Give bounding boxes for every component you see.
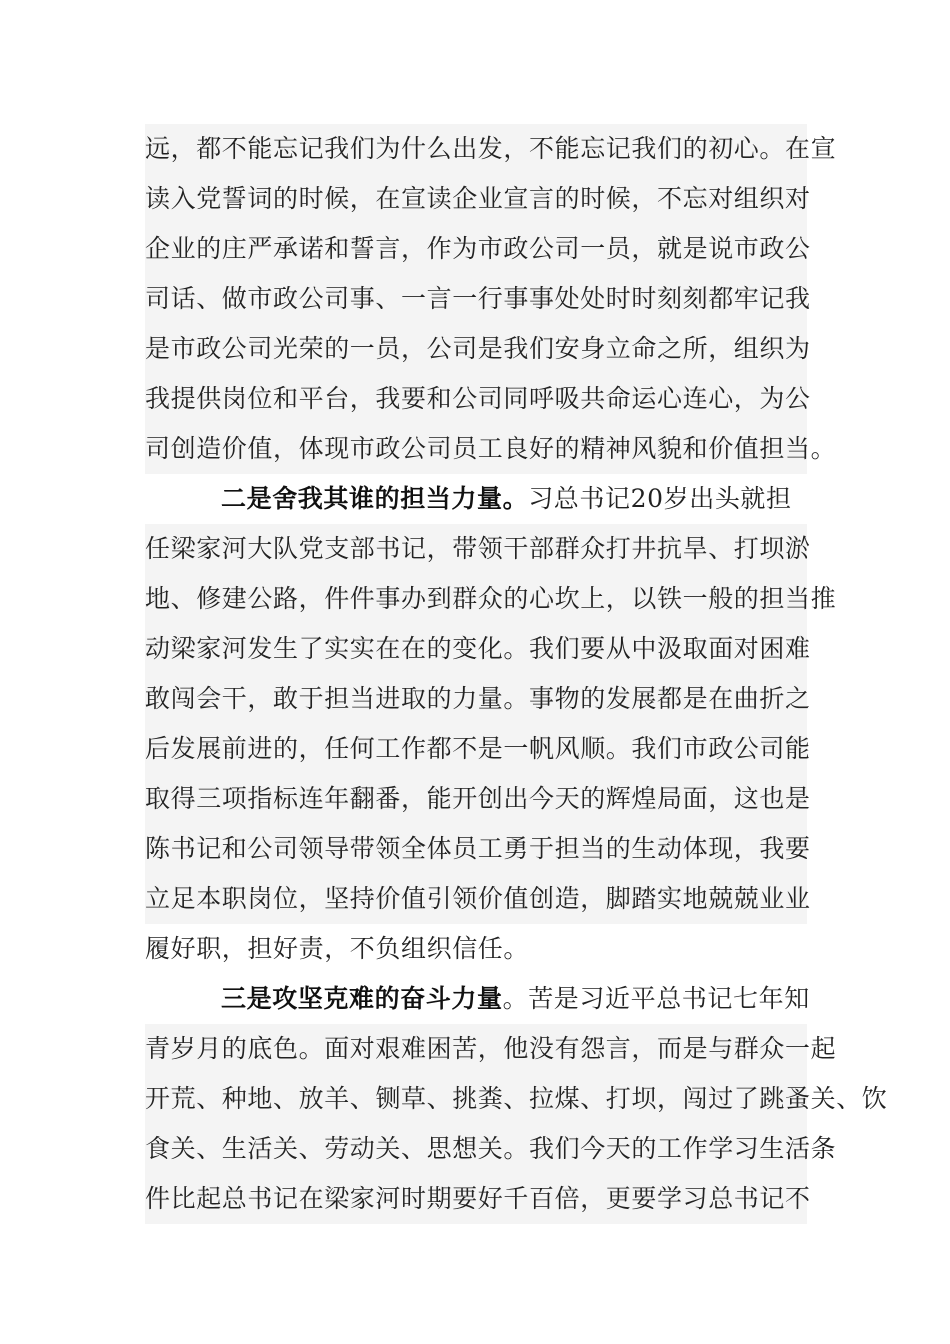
paragraph-line: 司话、做市政公司事、一言一行事事处处时时刻刻都牢记我 — [145, 274, 807, 324]
paragraph-line: 任梁家河大队党支部书记，带领干部群众打井抗旱、打坝淤 — [145, 524, 807, 574]
paragraph-line: 青岁月的底色。面对艰难困苦，他没有怨言，而是与群众一起 — [145, 1024, 807, 1074]
paragraph-line: 是市政公司光荣的一员，公司是我们安身立命之所，组织为 — [145, 324, 807, 374]
paragraph-3 — [145, 974, 888, 1224]
paragraph-line: 件比起总书记在梁家河时期要好千百倍，更要学习总书记不 — [145, 1174, 807, 1224]
paragraph-text: 。苦是习近平总书记七年知 — [502, 984, 810, 1013]
paragraph-line: 司创造价值，体现市政公司员工良好的精神风貌和价值担当。 — [145, 424, 807, 474]
paragraph-line: 企业的庄严承诺和誓言，作为市政公司一员，就是说市政公 — [145, 224, 807, 274]
paragraph-line: 地、修建公路，件件事办到群众的心坎上，以铁一般的担当推 — [145, 574, 807, 624]
paragraph-2 — [145, 474, 837, 974]
paragraph-first-line — [145, 974, 810, 1024]
paragraph-line: 取得三项指标连年翻番，能开创出今天的辉煌局面，这也是 — [145, 774, 807, 824]
paragraph-text: 习总书记20岁出头就担 — [528, 484, 792, 513]
paragraph-first-line — [145, 474, 807, 524]
paragraph-line: 食关、生活关、劳动关、思想关。我们今天的工作学习生活条 — [145, 1124, 807, 1174]
document-body — [145, 124, 888, 1224]
paragraph-line: 读入党誓词的时候，在宣读企业宣言的时候，不忘对组织对 — [145, 174, 807, 224]
paragraph-line: 敢闯会干，敢于担当进取的力量。事物的发展都是在曲折之 — [145, 674, 807, 724]
paragraph-line: 开荒、种地、放羊、铡草、挑粪、拉煤、打坝，闯过了跳蚤关、饮 — [145, 1074, 807, 1124]
paragraph-line: 后发展前进的，任何工作都不是一帆风顺。我们市政公司能 — [145, 724, 807, 774]
paragraph-line: 远，都不能忘记我们为什么出发，不能忘记我们的初心。在宣 — [145, 124, 807, 174]
paragraph-line: 履好职，担好责，不负组织信任。 — [145, 934, 530, 963]
paragraph-line: 立足本职岗位，坚持价值引领价值创造，脚踏实地兢兢业业 — [145, 874, 807, 924]
paragraph-line: 动梁家河发生了实实在在的变化。我们要从中汲取面对困难 — [145, 624, 807, 674]
paragraph-line: 我提供岗位和平台，我要和公司同呼吸共命运心连心，为公 — [145, 374, 807, 424]
section-heading: 三是攻坚克难的奋斗力量 — [221, 984, 503, 1013]
section-heading: 二是舍我其谁的担当力量。 — [221, 484, 529, 513]
paragraph-1 — [145, 124, 837, 474]
paragraph-line: 陈书记和公司领导带领全体员工勇于担当的生动体现，我要 — [145, 824, 807, 874]
